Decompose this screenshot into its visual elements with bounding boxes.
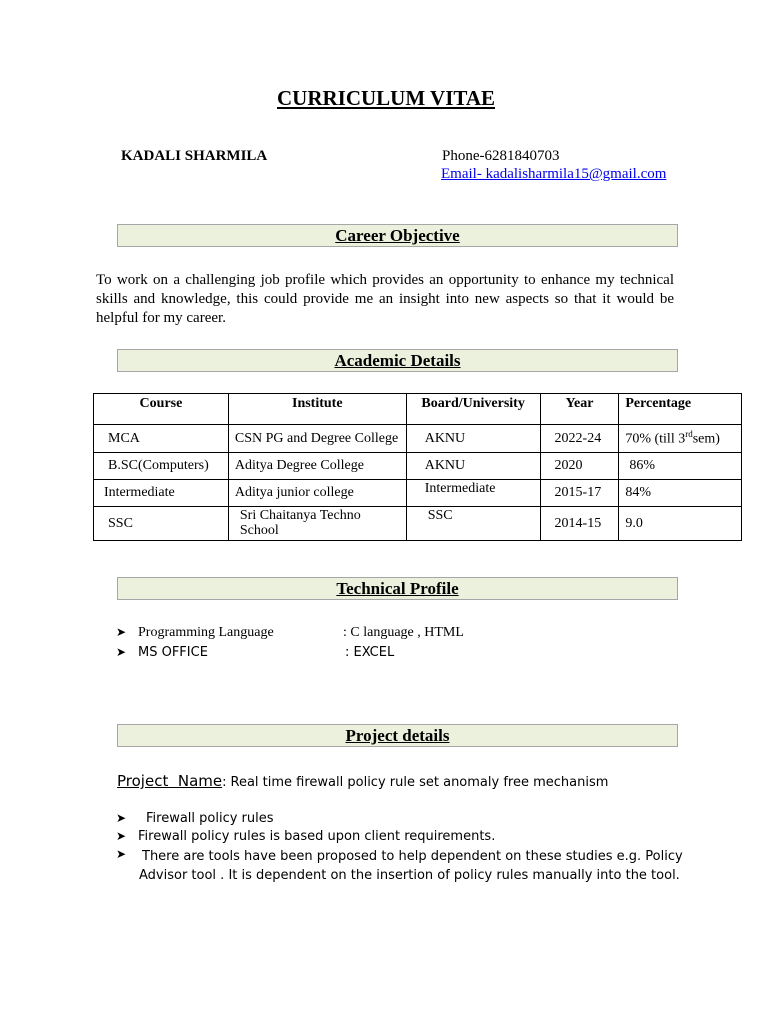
table-row bbox=[94, 507, 742, 541]
table-row bbox=[94, 453, 742, 480]
cell-year: 2014-15 bbox=[540, 507, 619, 541]
cell-board: SSC bbox=[406, 507, 540, 541]
project-name-colon: : bbox=[222, 775, 227, 790]
table-header-row bbox=[94, 394, 742, 425]
phone-number: Phone-6281840703 bbox=[442, 148, 560, 164]
list-item bbox=[116, 811, 274, 826]
arrow-bullet-icon: ➤ bbox=[116, 847, 127, 861]
cell-percentage bbox=[619, 425, 742, 453]
cell-course: B.SC(Computers) bbox=[94, 453, 229, 480]
table-row bbox=[94, 425, 742, 453]
technical-label: Programming Language bbox=[138, 625, 274, 640]
cell-percentage: 9.0 bbox=[619, 507, 742, 541]
arrow-bullet-icon: ➤ bbox=[116, 811, 127, 825]
section-header-project-details: Project details bbox=[117, 724, 678, 747]
cell-board: AKNU bbox=[406, 453, 540, 480]
cell-institute: Aditya Degree College bbox=[228, 453, 406, 480]
arrow-bullet-icon: ➤ bbox=[116, 829, 127, 843]
cell-board: AKNU bbox=[406, 425, 540, 453]
section-header-academic-details: Academic Details bbox=[117, 349, 678, 372]
section-header-technical-profile: Technical Profile bbox=[117, 577, 678, 600]
cell-percentage: 86% bbox=[619, 453, 742, 480]
project-name-line bbox=[117, 772, 608, 791]
percentage-suffix: sem) bbox=[692, 431, 720, 447]
percentage-superscript: rd bbox=[685, 429, 693, 440]
list-item bbox=[116, 645, 394, 660]
cell-institute: CSN PG and Degree College bbox=[228, 425, 406, 453]
cell-institute bbox=[228, 507, 406, 541]
column-header-board: Board/University bbox=[406, 394, 540, 425]
column-header-percentage: Percentage bbox=[619, 394, 742, 425]
cell-year: 2015-17 bbox=[540, 480, 619, 507]
cell-board: Intermediate bbox=[406, 480, 540, 507]
section-header-career-objective: Career Objective bbox=[117, 224, 678, 247]
cell-year: 2022-24 bbox=[540, 425, 619, 453]
project-bullet-text: There are tools have been proposed to help dependent on these studies e.g. Policy Advisor tool . It is dependent on the insertion of policy rules manually into the tool. bbox=[139, 849, 683, 883]
project-bullet-text: Firewall policy rules is based upon client requirements. bbox=[138, 829, 496, 844]
cell-percentage: 84% bbox=[619, 480, 742, 507]
candidate-name: KADALI SHARMILA bbox=[121, 148, 268, 164]
email-link[interactable]: Email- kadalisharmila15@gmail.com bbox=[441, 166, 667, 182]
arrow-bullet-icon: ➤ bbox=[116, 625, 127, 639]
document-title: CURRICULUM VITAE bbox=[277, 86, 495, 110]
project-bullet-text: Firewall policy rules bbox=[146, 811, 274, 826]
table-row bbox=[94, 480, 742, 507]
list-item bbox=[116, 829, 495, 844]
technical-label: MS OFFICE bbox=[138, 645, 208, 660]
cell-course: Intermediate bbox=[94, 480, 229, 507]
arrow-bullet-icon: ➤ bbox=[116, 645, 127, 659]
cell-year: 2020 bbox=[540, 453, 619, 480]
institute-text: Sri Chaitanya Techno School bbox=[239, 508, 361, 538]
list-item bbox=[116, 625, 464, 641]
cell-institute: Aditya junior college bbox=[228, 480, 406, 507]
technical-value: : C language , HTML bbox=[343, 625, 464, 640]
cell-course: SSC bbox=[94, 507, 229, 541]
column-header-institute: Institute bbox=[228, 394, 406, 425]
objective-text: To work on a challenging job profile which provides an opportunity to enhance my technical skills and knowledge, this could provide me an insight into new aspects so that it would be helpful for my career. bbox=[96, 272, 674, 326]
project-name-value: Real time firewall policy rule set anomaly free mechanism bbox=[230, 775, 609, 790]
academic-table bbox=[93, 393, 742, 541]
percentage-text: 70% (till 3 bbox=[625, 431, 686, 447]
column-header-year: Year bbox=[540, 394, 619, 425]
column-header-course: Course bbox=[94, 394, 229, 425]
cell-course: MCA bbox=[94, 425, 229, 453]
technical-value: : EXCEL bbox=[345, 645, 395, 660]
list-item bbox=[116, 847, 686, 885]
project-name-label: Project Name bbox=[117, 772, 223, 790]
